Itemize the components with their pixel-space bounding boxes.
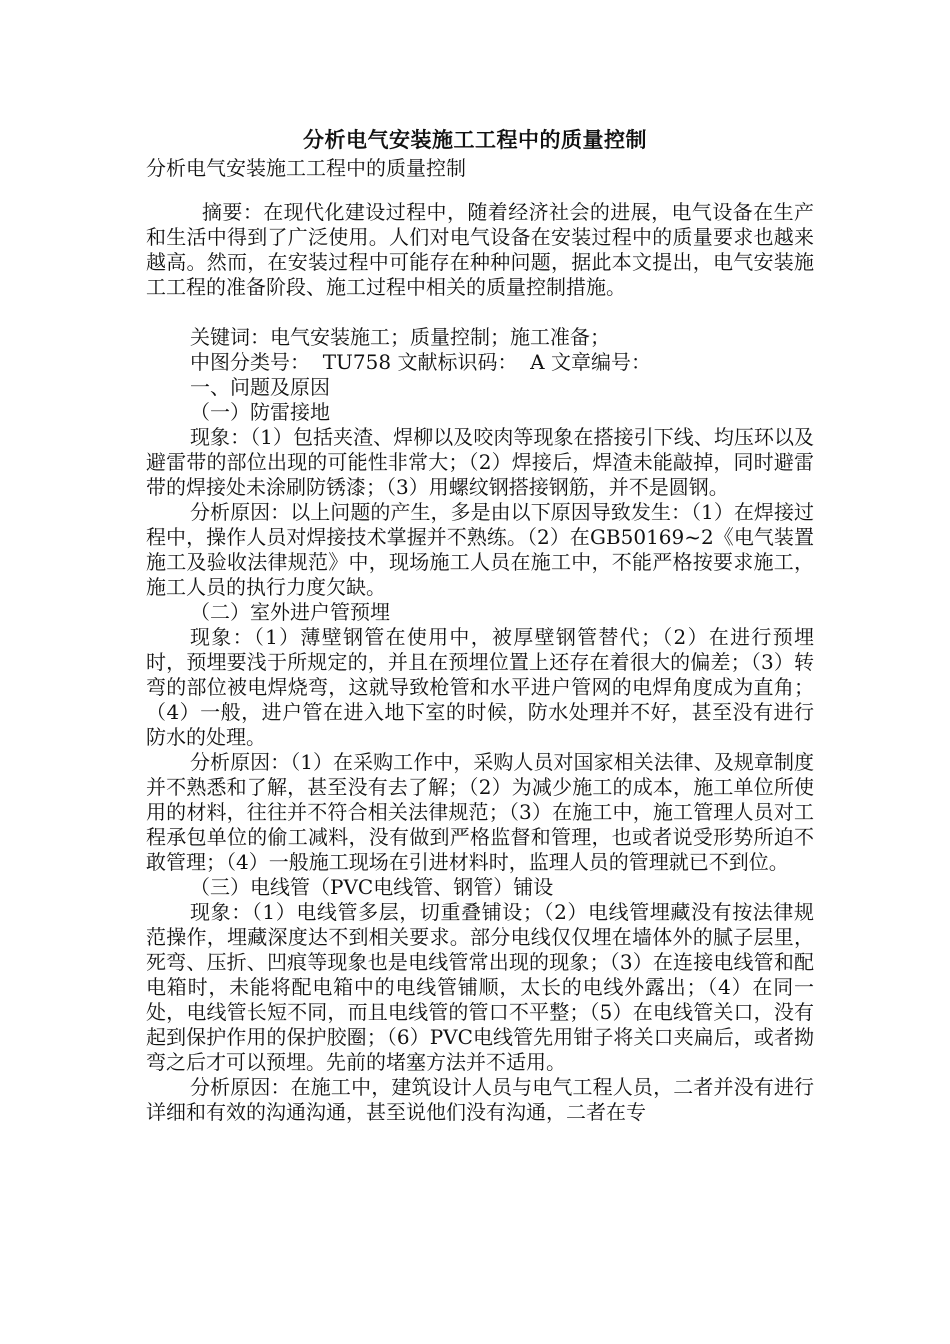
classification-line: 中图分类号： TU758 文献标识码： A 文章编号： <box>190 350 651 374</box>
abstract-paragraph: 摘要：在现代化建设过程中，随着经济社会的进展，电气设备在生产和生活中得到了广泛使用。人们对电气设备在安装过程中的质量要求也越来越高。然而，在安装过程中可能存在种种问题，据此本文提出，电气安装施工工程的准备阶段、施工过程中相关的质量控制措施。 <box>146 200 814 299</box>
phenomenon-paragraph: 现象：（1）薄壁钢管在使用中，被厚壁钢管替代；（2）在进行预埋时，预埋要浅于所规定的，并且在预埋位置上还存在着很大的偏差；（3）转弯的部位被电焊烧弯，这就导致枪管和水平进户管网的电焊角度成为直角；（4）一般，进户管在进入地下室的时候，防水处理并不好，甚至没有进行防水的处理。 <box>146 625 814 749</box>
phenomenon-paragraph: 现象：（1）包括夹渣、焊柳以及咬肉等现象在搭接引下线、均压环以及避雷带的部位出现的可能性非常大；（2）焊接后，焊渣未能敲掉，同时避雷带的焊接处未涂刷防锈漆；（3）用螺纹钢搭接钢筋，并不是圆钢。 <box>146 425 814 499</box>
document-body <box>146 200 814 1125</box>
subsection-heading: （一）防雷接地 <box>190 400 330 424</box>
cause-paragraph: 分析原因：（1）在采购工作中，采购人员对国家相关法律、及规章制度并不熟悉和了解，甚至没有去了解；（2）为减少施工的成本，施工单位所使用的材料，往往并不符合相关法律规范；（3）在施工中，施工管理人员对工程承包单位的偷工减料，没有做到严格监督和管理，也或者说受形势所迫不敢管理；（4）一般施工现场在引进材料时，监理人员的管理就已不到位。 <box>146 750 814 874</box>
phenomenon-paragraph: 现象：（1）电线管多层，切重叠铺设；（2）电线管埋藏没有按法律规范操作，埋藏深度达不到相关要求。部分电线仅仅埋在墙体外的腻子层里，死弯、压折、凹痕等现象也是电线管常出现的现象；（3）在连接电线管和配电箱时，未能将配电箱中的电线管铺顺，太长的电线外露出；（4）在同一处，电线管长短不同，而且电线管的管口不平整；（5）在电线管关口，没有起到保护作用的保护胶圈；（6）PVC电线管先用钳子将关口夹扁后，或者拗弯之后才可以预埋。先前的堵塞方法并不适用。 <box>146 900 814 1074</box>
document-subtitle: 分析电气安装施工工程中的质量控制 <box>146 156 466 180</box>
keywords-line: 关键词：电气安装施工；质量控制；施工准备； <box>190 325 610 349</box>
subsection-heading: （三）电线管（PVC电线管、钢管）铺设 <box>190 875 554 899</box>
document-title: 分析电气安装施工工程中的质量控制 <box>303 127 647 152</box>
subsection-heading: （二）室外进户管预埋 <box>190 600 390 624</box>
paragraph-gap <box>146 300 814 325</box>
cause-paragraph: 分析原因：以上问题的产生，多是由以下原因导致发生：（1）在焊接过程中，操作人员对焊接技术掌握并不熟练。（2）在GB50169~2《电气装置施工及验收法律规范》中，现场施工人员在施工中，不能严格按要求施工，施工人员的执行力度欠缺。 <box>146 500 814 599</box>
section-heading: 一、问题及原因 <box>190 375 330 399</box>
cause-paragraph: 分析原因：在施工中，建筑设计人员与电气工程人员，二者并没有进行详细和有效的沟通沟通，甚至说他们没有沟通，二者在专 <box>146 1075 814 1124</box>
